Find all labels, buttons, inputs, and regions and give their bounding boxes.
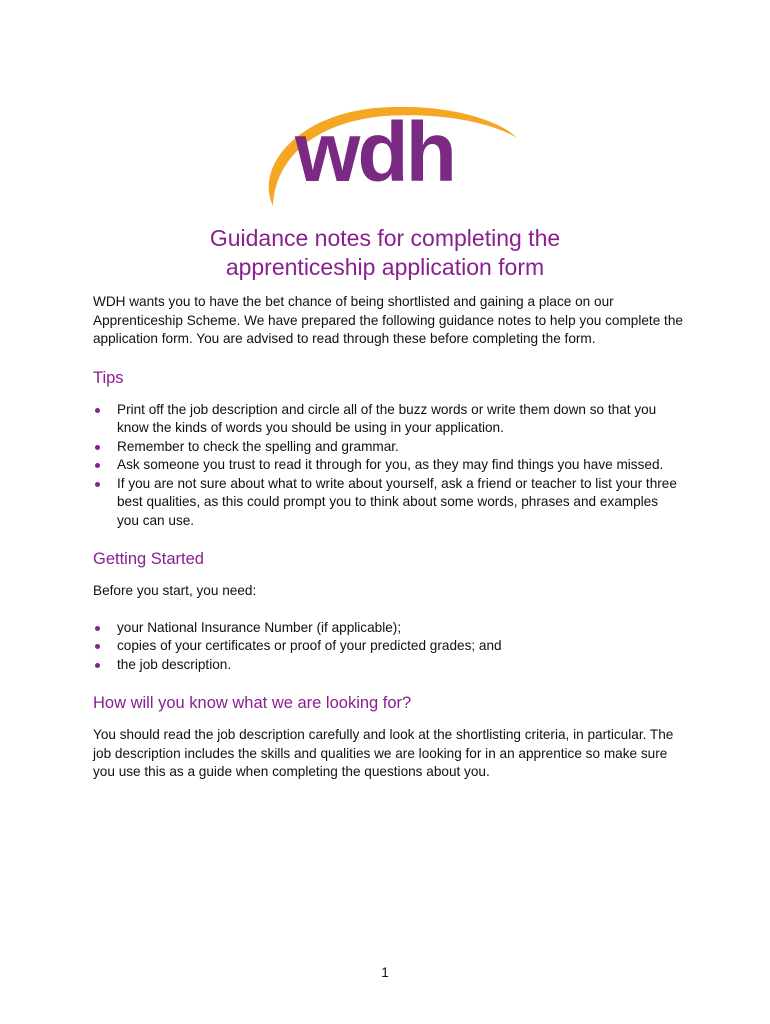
list-item: the job description.: [93, 656, 683, 675]
tips-list: [93, 401, 683, 531]
page-number: 1: [381, 965, 389, 980]
getting-started-intro: Before you start, you need:: [93, 583, 257, 598]
getting-started-list: [93, 619, 683, 675]
list-item: Ask someone you trust to read it through for you, as they may find things you have missed.: [93, 456, 683, 475]
intro-paragraph: WDH wants you to have the bet chance of being shortlisted and gaining a place on our Apprenticeship Scheme. We have prepared the following guidance notes to help you complete the application form. You are advised to read through these before completing the form.: [93, 294, 683, 346]
looking-for-heading: How will you know what we are looking for?: [93, 694, 412, 712]
title-line-1: Guidance notes for completing the: [209, 225, 561, 251]
getting-started-heading: Getting Started: [93, 550, 204, 568]
tips-heading: Tips: [93, 368, 124, 387]
bullet-icon: [95, 626, 100, 631]
list-item: Print off the job description and circle all of the buzz words or write them down so that you know the kinds of words you should be using in your application.: [93, 401, 683, 438]
bullet-icon: [95, 463, 100, 468]
list-item: Remember to check the spelling and grammar.: [93, 438, 683, 457]
list-item: copies of your certificates or proof of your predicted grades; and: [93, 637, 683, 656]
title-line-2: apprenticeship application form: [225, 254, 545, 280]
list-item: your National Insurance Number (if applicable);: [93, 619, 683, 638]
bullet-icon: [95, 408, 100, 413]
bullet-icon: [95, 663, 100, 668]
page-title: [0, 224, 770, 282]
bullet-icon: [95, 445, 100, 450]
wdh-logo: [255, 98, 525, 210]
logo-wordmark: wdh: [295, 105, 454, 199]
bullet-icon: [95, 644, 100, 649]
bullet-icon: [95, 482, 100, 487]
looking-for-paragraph: You should read the job description carefully and look at the shortlisting criteria, in particular. The job description includes the skills and qualities we are looking for in an apprentice so make sure you use this as a guide when completing the questions about you.: [93, 727, 674, 779]
document-body: [93, 293, 683, 782]
list-item: If you are not sure about what to write about yourself, ask a friend or teacher to list your three best qualities, as this could prompt you to think about some words, phrases and examples you can use.: [93, 475, 683, 531]
